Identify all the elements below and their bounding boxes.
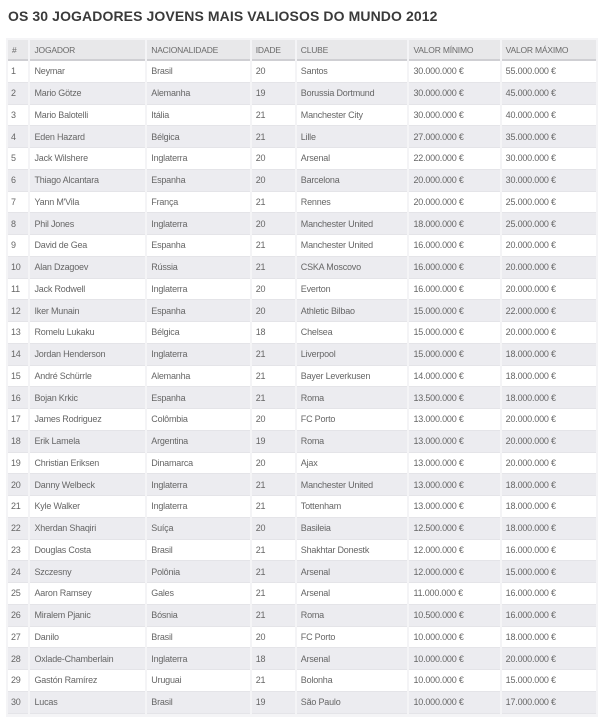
cell-max-value: 16.000.000 € [502, 605, 596, 627]
page-title: OS 30 JOGADORES JOVENS MAIS VALIOSOS DO MUNDO 2012 [8, 8, 438, 24]
cell-rank: 10 [8, 257, 28, 279]
cell-rank: 9 [8, 235, 28, 257]
table-row [8, 605, 596, 627]
cell-rank: 16 [8, 387, 28, 409]
cell-nationality: Gales [147, 583, 249, 605]
cell-player: André Schürrle [30, 366, 145, 388]
cell-age: 21 [252, 474, 295, 496]
cell-age: 21 [252, 126, 295, 148]
cell-age: 19 [252, 431, 295, 453]
table-row [8, 496, 596, 518]
cell-min-value: 20.000.000 € [409, 192, 499, 214]
cell-club: Arsenal [297, 648, 408, 670]
table-row [8, 235, 596, 257]
cell-age: 20 [252, 627, 295, 649]
cell-rank: 12 [8, 300, 28, 322]
cell-max-value: 55.000.000 € [502, 61, 596, 83]
cell-club: Arsenal [297, 583, 408, 605]
cell-club: Roma [297, 431, 408, 453]
cell-age: 20 [252, 518, 295, 540]
table-row [8, 83, 596, 105]
cell-min-value: 12.500.000 € [409, 518, 499, 540]
players-table [6, 40, 598, 714]
cell-age: 21 [252, 387, 295, 409]
cell-max-value: 20.000.000 € [502, 322, 596, 344]
cell-age: 20 [252, 148, 295, 170]
table-row [8, 61, 596, 83]
table-row [8, 257, 596, 279]
cell-player: Aaron Ramsey [30, 583, 145, 605]
cell-max-value: 45.000.000 € [502, 83, 596, 105]
cell-rank: 13 [8, 322, 28, 344]
cell-age: 21 [252, 583, 295, 605]
cell-nationality: Suíça [147, 518, 249, 540]
cell-club: Manchester City [297, 105, 408, 127]
cell-rank: 15 [8, 366, 28, 388]
cell-rank: 5 [8, 148, 28, 170]
table-row [8, 322, 596, 344]
cell-nationality: Inglaterra [147, 279, 249, 301]
cell-nationality: Brasil [147, 61, 249, 83]
cell-rank: 26 [8, 605, 28, 627]
cell-age: 21 [252, 366, 295, 388]
cell-max-value: 18.000.000 € [502, 496, 596, 518]
table-row [8, 409, 596, 431]
cell-max-value: 18.000.000 € [502, 518, 596, 540]
cell-nationality: Bósnia [147, 605, 249, 627]
cell-rank: 17 [8, 409, 28, 431]
cell-max-value: 22.000.000 € [502, 300, 596, 322]
cell-nationality: Bélgica [147, 126, 249, 148]
table-row [8, 518, 596, 540]
column-header-min-value: VALOR MÍNIMO [409, 40, 499, 61]
cell-club: Roma [297, 605, 408, 627]
cell-age: 20 [252, 213, 295, 235]
cell-player: Eden Hazard [30, 126, 145, 148]
cell-player: Xherdan Shaqiri [30, 518, 145, 540]
cell-player: Danny Welbeck [30, 474, 145, 496]
cell-min-value: 15.000.000 € [409, 300, 499, 322]
cell-club: Bolonha [297, 670, 408, 692]
cell-club: Bayer Leverkusen [297, 366, 408, 388]
cell-max-value: 18.000.000 € [502, 387, 596, 409]
cell-min-value: 10.000.000 € [409, 692, 499, 714]
cell-nationality: Espanha [147, 235, 249, 257]
cell-player: Szczesny [30, 561, 145, 583]
column-header-rank: # [8, 40, 28, 61]
cell-rank: 29 [8, 670, 28, 692]
table-row [8, 648, 596, 670]
cell-age: 18 [252, 322, 295, 344]
cell-nationality: Espanha [147, 170, 249, 192]
cell-age: 21 [252, 257, 295, 279]
cell-max-value: 25.000.000 € [502, 192, 596, 214]
cell-club: FC Porto [297, 409, 408, 431]
cell-nationality: Dinamarca [147, 453, 249, 475]
cell-nationality: Colômbia [147, 409, 249, 431]
cell-rank: 2 [8, 83, 28, 105]
cell-club: Manchester United [297, 474, 408, 496]
cell-max-value: 18.000.000 € [502, 366, 596, 388]
cell-player: Kyle Walker [30, 496, 145, 518]
cell-club: Shakhtar Donestk [297, 540, 408, 562]
cell-nationality: Brasil [147, 692, 249, 714]
cell-min-value: 12.000.000 € [409, 540, 499, 562]
cell-min-value: 30.000.000 € [409, 61, 499, 83]
cell-rank: 18 [8, 431, 28, 453]
cell-rank: 27 [8, 627, 28, 649]
cell-club: Manchester United [297, 213, 408, 235]
cell-min-value: 15.000.000 € [409, 344, 499, 366]
cell-rank: 4 [8, 126, 28, 148]
table-row [8, 279, 596, 301]
cell-min-value: 13.000.000 € [409, 409, 499, 431]
cell-club: Santos [297, 61, 408, 83]
cell-max-value: 20.000.000 € [502, 648, 596, 670]
cell-player: Romelu Lukaku [30, 322, 145, 344]
cell-max-value: 18.000.000 € [502, 344, 596, 366]
table-row [8, 344, 596, 366]
cell-age: 20 [252, 409, 295, 431]
cell-age: 21 [252, 496, 295, 518]
cell-rank: 14 [8, 344, 28, 366]
cell-nationality: Brasil [147, 627, 249, 649]
cell-player: Bojan Krkic [30, 387, 145, 409]
cell-rank: 28 [8, 648, 28, 670]
table-row [8, 170, 596, 192]
cell-min-value: 10.000.000 € [409, 627, 499, 649]
cell-rank: 23 [8, 540, 28, 562]
cell-player: James Rodriguez [30, 409, 145, 431]
cell-max-value: 18.000.000 € [502, 627, 596, 649]
cell-player: Jack Wilshere [30, 148, 145, 170]
cell-club: Ajax [297, 453, 408, 475]
cell-min-value: 30.000.000 € [409, 83, 499, 105]
cell-player: Phil Jones [30, 213, 145, 235]
table-row [8, 300, 596, 322]
cell-player: Iker Munain [30, 300, 145, 322]
column-header-age: IDADE [252, 40, 295, 61]
cell-min-value: 20.000.000 € [409, 170, 499, 192]
cell-nationality: França [147, 192, 249, 214]
cell-player: Mario Götze [30, 83, 145, 105]
cell-player: Christian Eriksen [30, 453, 145, 475]
cell-max-value: 20.000.000 € [502, 409, 596, 431]
cell-club: FC Porto [297, 627, 408, 649]
cell-player: Alan Dzagoev [30, 257, 145, 279]
cell-age: 19 [252, 692, 295, 714]
cell-age: 20 [252, 170, 295, 192]
cell-max-value: 25.000.000 € [502, 213, 596, 235]
column-header-max-value: VALOR MÁXIMO [502, 40, 596, 61]
cell-nationality: Inglaterra [147, 148, 249, 170]
cell-club: Basileia [297, 518, 408, 540]
cell-nationality: Uruguai [147, 670, 249, 692]
cell-age: 21 [252, 235, 295, 257]
cell-club: Liverpool [297, 344, 408, 366]
cell-max-value: 16.000.000 € [502, 583, 596, 605]
table-row [8, 540, 596, 562]
cell-nationality: Inglaterra [147, 474, 249, 496]
cell-age: 21 [252, 344, 295, 366]
table-row [8, 431, 596, 453]
cell-club: Athletic Bilbao [297, 300, 408, 322]
cell-min-value: 12.000.000 € [409, 561, 499, 583]
cell-player: Erik Lamela [30, 431, 145, 453]
cell-player: Neymar [30, 61, 145, 83]
cell-player: Thiago Alcantara [30, 170, 145, 192]
cell-min-value: 16.000.000 € [409, 257, 499, 279]
cell-rank: 21 [8, 496, 28, 518]
table-row [8, 126, 596, 148]
cell-age: 20 [252, 279, 295, 301]
cell-min-value: 16.000.000 € [409, 235, 499, 257]
cell-nationality: Inglaterra [147, 213, 249, 235]
cell-rank: 20 [8, 474, 28, 496]
cell-age: 20 [252, 453, 295, 475]
cell-min-value: 22.000.000 € [409, 148, 499, 170]
cell-age: 20 [252, 300, 295, 322]
cell-player: Oxlade-Chamberlain [30, 648, 145, 670]
cell-club: CSKA Moscovo [297, 257, 408, 279]
cell-max-value: 15.000.000 € [502, 670, 596, 692]
cell-nationality: Brasil [147, 540, 249, 562]
cell-min-value: 13.000.000 € [409, 496, 499, 518]
table-row [8, 105, 596, 127]
cell-min-value: 30.000.000 € [409, 105, 499, 127]
table-row [8, 583, 596, 605]
cell-player: Gastón Ramírez [30, 670, 145, 692]
cell-nationality: Polônia [147, 561, 249, 583]
cell-club: Arsenal [297, 148, 408, 170]
table-row [8, 670, 596, 692]
cell-rank: 3 [8, 105, 28, 127]
cell-nationality: Alemanha [147, 366, 249, 388]
table-row [8, 192, 596, 214]
cell-age: 21 [252, 605, 295, 627]
cell-max-value: 18.000.000 € [502, 474, 596, 496]
cell-rank: 6 [8, 170, 28, 192]
cell-max-value: 17.000.000 € [502, 692, 596, 714]
cell-rank: 25 [8, 583, 28, 605]
cell-player: Douglas Costa [30, 540, 145, 562]
table-row [8, 474, 596, 496]
cell-club: São Paulo [297, 692, 408, 714]
cell-min-value: 11.000.000 € [409, 583, 499, 605]
cell-nationality: Itália [147, 105, 249, 127]
cell-min-value: 15.000.000 € [409, 322, 499, 344]
cell-age: 21 [252, 540, 295, 562]
cell-player: Danilo [30, 627, 145, 649]
cell-max-value: 15.000.000 € [502, 561, 596, 583]
cell-rank: 8 [8, 213, 28, 235]
cell-max-value: 35.000.000 € [502, 126, 596, 148]
cell-nationality: Espanha [147, 300, 249, 322]
cell-max-value: 20.000.000 € [502, 431, 596, 453]
cell-club: Barcelona [297, 170, 408, 192]
cell-player: David de Gea [30, 235, 145, 257]
cell-club: Arsenal [297, 561, 408, 583]
cell-min-value: 10.500.000 € [409, 605, 499, 627]
cell-rank: 11 [8, 279, 28, 301]
cell-min-value: 10.000.000 € [409, 670, 499, 692]
cell-club: Rennes [297, 192, 408, 214]
cell-player: Jack Rodwell [30, 279, 145, 301]
cell-max-value: 16.000.000 € [502, 540, 596, 562]
cell-club: Everton [297, 279, 408, 301]
cell-min-value: 13.000.000 € [409, 431, 499, 453]
cell-min-value: 14.000.000 € [409, 366, 499, 388]
cell-min-value: 27.000.000 € [409, 126, 499, 148]
table-row [8, 213, 596, 235]
cell-min-value: 18.000.000 € [409, 213, 499, 235]
table-body [8, 61, 596, 714]
cell-club: Tottenham [297, 496, 408, 518]
cell-max-value: 20.000.000 € [502, 235, 596, 257]
cell-age: 21 [252, 670, 295, 692]
cell-nationality: Inglaterra [147, 344, 249, 366]
cell-club: Manchester United [297, 235, 408, 257]
table-row [8, 561, 596, 583]
cell-player: Jordan Henderson [30, 344, 145, 366]
cell-player: Lucas [30, 692, 145, 714]
cell-max-value: 30.000.000 € [502, 170, 596, 192]
cell-player: Yann M'Vila [30, 192, 145, 214]
column-header-nationality: NACIONALIDADE [147, 40, 249, 61]
cell-club: Roma [297, 387, 408, 409]
table-row [8, 692, 596, 714]
cell-max-value: 20.000.000 € [502, 279, 596, 301]
cell-nationality: Inglaterra [147, 648, 249, 670]
cell-age: 21 [252, 105, 295, 127]
cell-age: 18 [252, 648, 295, 670]
table-row [8, 366, 596, 388]
cell-rank: 7 [8, 192, 28, 214]
cell-nationality: Bélgica [147, 322, 249, 344]
table-header-row [8, 40, 596, 61]
cell-min-value: 13.000.000 € [409, 453, 499, 475]
cell-rank: 19 [8, 453, 28, 475]
cell-rank: 30 [8, 692, 28, 714]
cell-max-value: 20.000.000 € [502, 257, 596, 279]
cell-nationality: Espanha [147, 387, 249, 409]
cell-age: 19 [252, 83, 295, 105]
cell-rank: 24 [8, 561, 28, 583]
players-table-container [6, 38, 598, 717]
cell-min-value: 16.000.000 € [409, 279, 499, 301]
table-row [8, 453, 596, 475]
column-header-player: JOGADOR [30, 40, 145, 61]
cell-club: Borussia Dortmund [297, 83, 408, 105]
cell-club: Lille [297, 126, 408, 148]
table-row [8, 148, 596, 170]
column-header-club: CLUBE [297, 40, 408, 61]
cell-age: 21 [252, 192, 295, 214]
cell-max-value: 20.000.000 € [502, 453, 596, 475]
table-row [8, 627, 596, 649]
table-row [8, 387, 596, 409]
cell-nationality: Alemanha [147, 83, 249, 105]
cell-min-value: 13.000.000 € [409, 474, 499, 496]
cell-club: Chelsea [297, 322, 408, 344]
cell-age: 20 [252, 61, 295, 83]
cell-age: 21 [252, 561, 295, 583]
cell-rank: 1 [8, 61, 28, 83]
cell-player: Mario Balotelli [30, 105, 145, 127]
cell-max-value: 30.000.000 € [502, 148, 596, 170]
cell-nationality: Inglaterra [147, 496, 249, 518]
cell-min-value: 10.000.000 € [409, 648, 499, 670]
cell-nationality: Argentina [147, 431, 249, 453]
cell-nationality: Rússia [147, 257, 249, 279]
cell-max-value: 40.000.000 € [502, 105, 596, 127]
cell-min-value: 13.500.000 € [409, 387, 499, 409]
cell-player: Miralem Pjanic [30, 605, 145, 627]
cell-rank: 22 [8, 518, 28, 540]
